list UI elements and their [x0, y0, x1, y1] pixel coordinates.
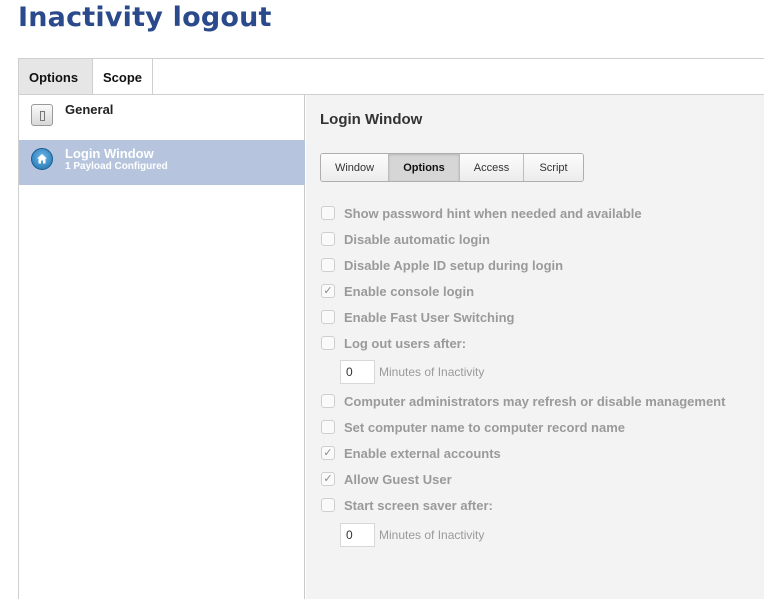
tab-options[interactable]: Options [19, 59, 93, 95]
option-label: Log out users after: [344, 335, 467, 351]
tab-scope[interactable]: Scope [93, 59, 153, 95]
payload-settings-panel [306, 95, 764, 599]
logout-minutes-input[interactable]: 0 [340, 360, 375, 384]
logout-minutes-label: Minutes of Inactivity [379, 365, 485, 379]
option-label: Allow Guest User [344, 471, 452, 487]
option-allow-guest-user[interactable] [321, 470, 452, 488]
logout-minutes-row [340, 360, 484, 384]
checkbox[interactable] [321, 206, 335, 220]
checkbox[interactable] [321, 498, 335, 512]
option-label: Computer administrators may refresh or disable management [344, 393, 726, 409]
option-label: Disable automatic login [344, 231, 490, 247]
checkbox[interactable] [321, 258, 335, 272]
checkbox-checked[interactable]: ✓ [321, 472, 335, 486]
checkbox[interactable] [321, 394, 335, 408]
home-icon [31, 148, 53, 170]
option-label: Enable console login [344, 283, 475, 299]
section-title: Login Window [320, 111, 423, 128]
top-tab-bar [18, 58, 764, 95]
checkbox-checked[interactable]: ✓ [321, 446, 335, 460]
screensaver-minutes-label: Minutes of Inactivity [379, 528, 485, 542]
option-disable-automatic-login[interactable] [321, 230, 490, 248]
option-label: Show password hint when needed and available [344, 205, 642, 221]
checkbox-checked[interactable]: ✓ [321, 284, 335, 298]
segment-script[interactable]: Script [524, 154, 583, 181]
option-label: Enable Fast User Switching [344, 309, 515, 325]
payload-item-login-window[interactable] [19, 140, 305, 185]
checkbox[interactable] [321, 310, 335, 324]
option-enable-fast-user-switching[interactable] [321, 308, 515, 326]
option-enable-console-login[interactable] [321, 282, 474, 300]
segment-access[interactable]: Access [460, 154, 524, 181]
segment-options[interactable]: Options [389, 154, 460, 181]
checkbox[interactable] [321, 336, 335, 350]
payload-label-login-window: Login Window [65, 146, 154, 161]
payload-item-general[interactable] [19, 95, 305, 140]
checkbox[interactable] [321, 232, 335, 246]
option-label: Disable Apple ID setup during login [344, 257, 564, 273]
option-admin-refresh-management[interactable] [321, 392, 725, 410]
option-log-out-users-after[interactable] [321, 334, 466, 352]
option-label: Enable external accounts [344, 445, 501, 461]
payload-count: 1 Payload Configured [65, 161, 168, 172]
payload-sidebar [18, 95, 305, 599]
screensaver-minutes-input[interactable]: 0 [340, 523, 375, 547]
checkbox[interactable] [321, 420, 335, 434]
general-switch-icon [31, 104, 53, 126]
option-start-screen-saver-after[interactable] [321, 496, 493, 514]
segmented-control [320, 153, 584, 182]
screensaver-minutes-row [340, 523, 484, 547]
option-disable-apple-id-setup[interactable] [321, 256, 563, 274]
option-enable-external-accounts[interactable] [321, 444, 501, 462]
payload-label-general: General [65, 102, 114, 117]
option-label: Set computer name to computer record name [344, 419, 626, 435]
option-show-password-hint[interactable] [321, 204, 642, 222]
segment-window[interactable]: Window [321, 154, 389, 181]
option-label: Start screen saver after: [344, 497, 493, 513]
option-set-computer-name[interactable] [321, 418, 625, 436]
page-title: Inactivity logout [18, 2, 272, 33]
